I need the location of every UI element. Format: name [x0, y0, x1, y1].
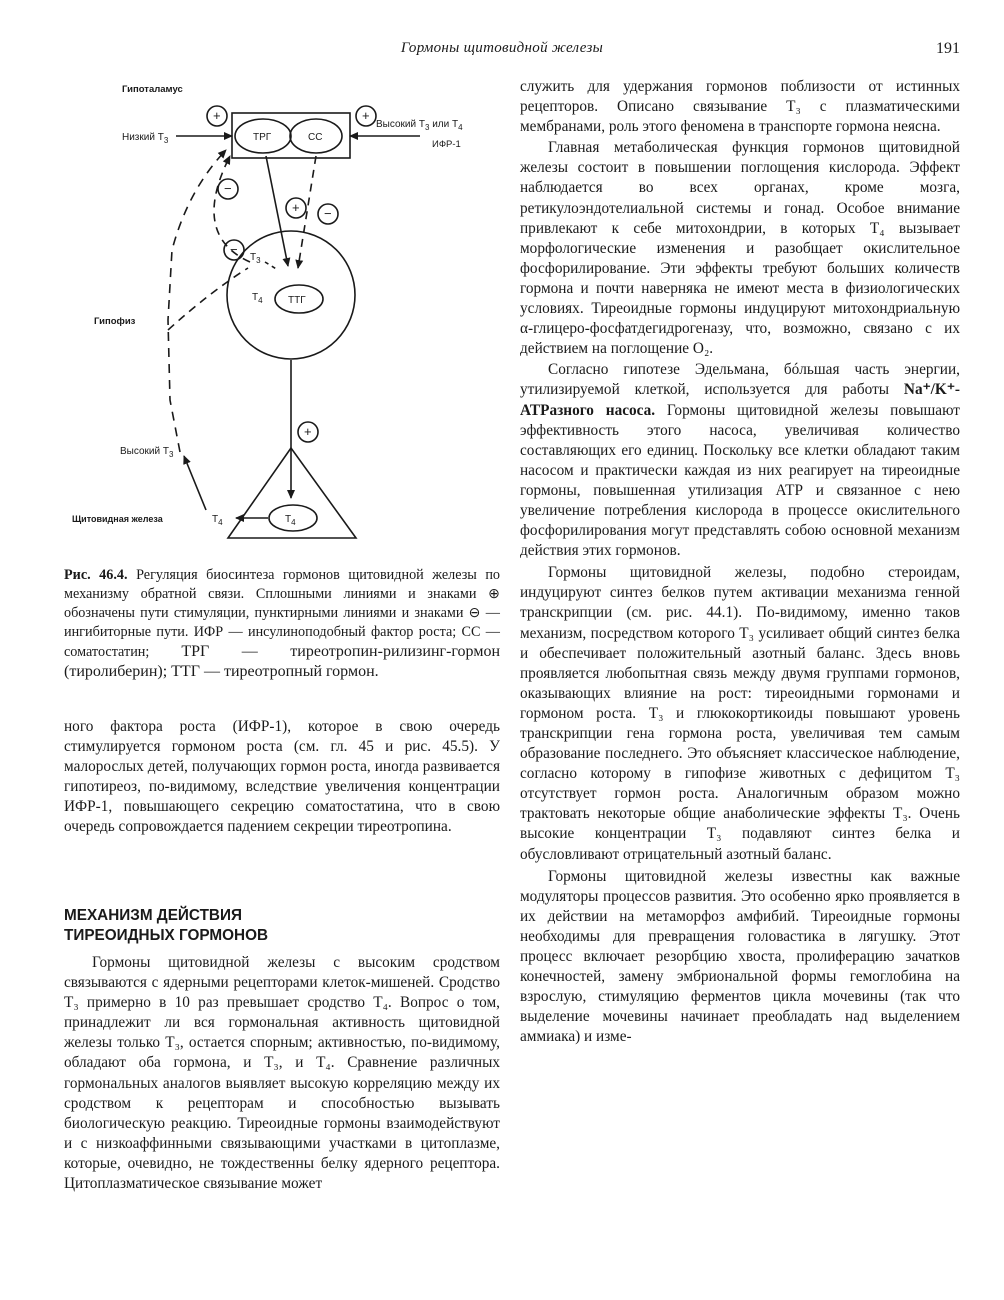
ifr-label: ИФР-1: [432, 139, 461, 150]
section-heading-line-1: МЕХАНИЗМ ДЕЙСТВИЯ: [64, 907, 242, 924]
ss-inhibition-arrow: [298, 156, 316, 268]
minus-glyph-2: −: [324, 206, 332, 221]
caption-text-2: ТРГ — тиреотропин-рилизинг-гормон (тиролиберин); ТТГ — тиреотропный гормон.: [64, 643, 500, 680]
high-t3-t4-label: Высокий $Т_3$ или $Т_4$: [376, 119, 463, 132]
caption-text-1: Регуляция биосинтеза гормонов щитовидной железы по механизму обратной связи. Сплошными линиями и знаками ⊕ обозначены пути стимуляции, пунктирными линиями и знаками ⊖ — ингибиторные пути. ИФР — инсулиноподобный фактор роста; СС — соматостатин;: [64, 567, 501, 660]
high-t3-feedback-dashed: [168, 150, 226, 452]
right-paragraph-continuation: служить для удержания гормонов поблизости от истинных рецепторов. Описано связывание Т₃ с плазматическими мембранами, роль этого феномена в транспорте гормона неясна.: [520, 78, 960, 136]
running-title: Гормоны щитовидной железы: [400, 40, 604, 56]
left-continuation-block: [64, 717, 500, 838]
trg-label: ТРГ: [253, 132, 272, 143]
high-t3-rise-arrow: [184, 456, 206, 510]
plus-glyph-4: +: [304, 424, 312, 439]
edelman-pump-term: Na⁺/K⁺-ATPазного насоса.: [520, 381, 960, 419]
figure-number: Рис. 46.4.: [64, 567, 128, 583]
paragraph-edelman: [520, 360, 960, 561]
minus-glyph-3: −: [230, 242, 238, 257]
edelman-text-a: Согласно гипотезе Эдельмана, бóльшая часть энергии, утилизируемой клеткой, используется для работы: [520, 361, 960, 399]
left-mechanism-block: [64, 953, 500, 1194]
figure-caption: [64, 566, 500, 682]
paragraph-transcription: Гормоны щитовидной железы, подобно стероидам, индуцируют синтез белков путем активации механизма генной транскрипции (см. рис. 44.1). По-видимому, именно таков механизм, посредством которого Т₃ усиливает общий синтез белка и обеспечивает положительный азотный баланс. Здесь вновь проявляется любопытная связь между двумя группами гормонов, оказывающих влияние на рост: тиреоидными гормонами и гормоном роста. Т₃ и глюкокортикоиды повышают уровень транскрипции гена гормона роста, увеличивая тем самым образование последнего. Это объясняет классическое наблюдение, согласно которому в гипофизе животных с дефицитом Т₃ отсутствует гормон роста. Аналогичным образом можно трактовать некоторые общие анаболические эффекты Т₃. Очень высокие концентрации Т₃ подавляют синтез белка и обусловливают отрицательный азотный баланс.: [520, 564, 960, 863]
t3-to-ttg-dashed: [265, 262, 278, 270]
t4-gland-label: $Т_4$: [285, 514, 296, 527]
paragraph-development: Гормоны щитовидной железы известны как важные модуляторы процессов развития. Это особенно ярко проявляется в их действии на метаморфоз амфибий. Тиреоидные гормоны необходимы для превращения головастика в лягушку. Этот процесс включает резорбцию хвоста, пролиферацию зачатков конечностей, замену эмбриональной формы гемоглобина на взрослую, стимуляцию ферментов цикла мочевины (так что выделение мочевины начинает преобладать над выделением аммиака) и изме-: [520, 867, 960, 1046]
t4-pituitary-label: $Т_4$: [252, 292, 263, 305]
section-heading-line-2: ТИРЕОИДНЫХ ГОРМОНОВ: [64, 927, 269, 945]
plus-glyph-3: +: [292, 200, 300, 215]
hypothalamus-label: Гипоталамус: [122, 84, 183, 95]
edelman-text-b: Гормоны щитовидной железы повышают эффективность этого насоса, увеличивая количество составляющих его единиц. Поскольку все клетки обладают таким насосом и практически каждая из них реагирует на тиреоидные гормоны, повышенная утилизация АТР и связанное с нею увеличение потребления кислорода в процессе окислительного фосфорилирования могут представлять собою основной механизм действия этих гормонов.: [520, 401, 960, 560]
plus-glyph-2: +: [362, 108, 370, 123]
high-t3-pituitary-dashed: [168, 268, 248, 330]
thyroid-label: Щитовидная железа: [72, 514, 163, 524]
paragraph-metabolic: Главная метаболическая функция гормонов щитовидной железы состоит в повышении поглощения кислорода. Эффект наблюдается во всех органах, кроме мозга, ретикулоэндотелиальной системы и гонад. Особое внимание привлекают к себе митохондрии, в которых Т₄ вызывает морфологические изменения и разобщает окислительное фосфорилирование. Эти эффекты требуют больших количеств гормона и почти наверняка не имеют места в физиологических условиях. Тиреоидные гормоны индуцируют митохондриальную α-глицеро-фосфатдегидрогеназу, что, возможно, связано с их действием на поглощение О₂.: [520, 139, 960, 358]
t3-pituitary-label: $Т_3$: [250, 252, 261, 265]
minus-glyph-1: −: [224, 181, 232, 196]
trg-stimulation-arrow: [266, 156, 288, 266]
plus-glyph-1: +: [213, 108, 221, 123]
pituitary-label: Гипофиз: [94, 316, 136, 327]
feedback-diagram: [60, 80, 530, 550]
t4-output-label: $Т_4$: [212, 514, 223, 527]
page-number: 191: [936, 40, 960, 57]
high-t3-bottom-label: Высокий $Т_3$: [120, 446, 174, 459]
right-text-block: [520, 77, 960, 1048]
ss-label: СС: [308, 132, 323, 143]
left-paragraph-continuation: ного фактора роста (ИФР-1), которое в свою очередь стимулируется гормоном роста (см. гл. 45 и рис. 45.5). У малорослых детей, получающих гормон роста, иногда развивается гипотиреоз, по-видимому, вследствие увеличения концентрации ИФР-1, повышающего секрецию соматостатина, что в свою очередь сопровождается падением секреции тиреотропина.: [64, 718, 500, 836]
ttg-label: ТТГ: [288, 295, 306, 306]
section-heading: [64, 906, 500, 946]
paragraph-mechanism: Гормоны щитовидной железы с высоким сродством связываются с ядерными рецепторами клеток-мишеней. Сродство Т₃ примерно в 10 раз превышает сродство Т₄. Вопрос о том, принадлежит ли вся гормональная активность щитовидной железы только Т₃, остается спорным; активностью, по-видимому, обладают оба гормона, и Т₃, и Т₄. Сравнение различных гормональных аналогов выявляет высокую корреляцию между их сродством к рецепторам и способностью вызывать биологическую реакцию. Тиреоидные гормоны взаимодействуют и с низкоаффинными связывающими участками в цитоплазме, которые, очевидно, не тождественны белку ядерного рецептора. Цитоплазматическое связывание может: [64, 954, 500, 1193]
low-t3-label: Низкий $Т_3$: [122, 132, 169, 145]
